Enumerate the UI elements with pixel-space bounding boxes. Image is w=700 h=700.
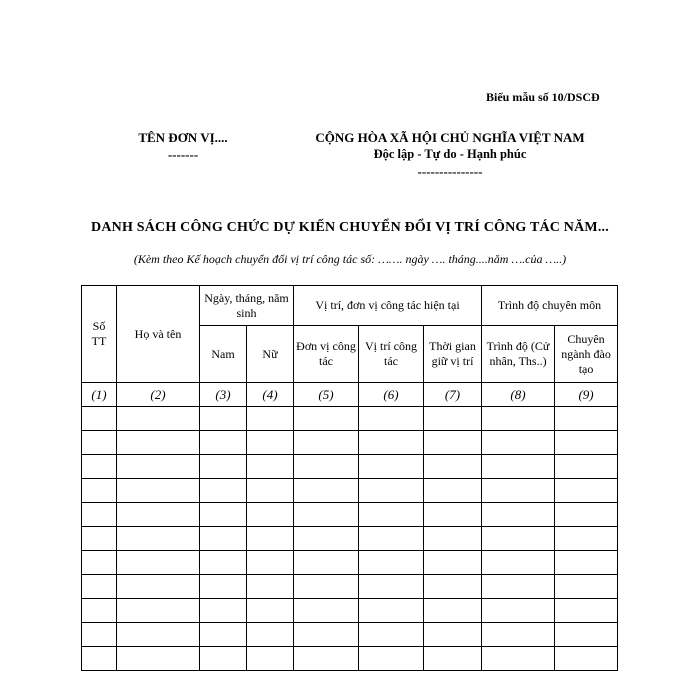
document-subtitle: (Kèm theo Kế hoạch chuyển đổi vị trí công tác số: ……. ngày …. tháng....năm ….của …..) xyxy=(133,252,567,266)
table-row xyxy=(82,431,618,455)
table-cell xyxy=(424,575,482,599)
table-cell xyxy=(117,551,200,575)
table-cell xyxy=(117,599,200,623)
table-cell xyxy=(117,431,200,455)
table-cell xyxy=(424,455,482,479)
table-row xyxy=(82,455,618,479)
table-cell xyxy=(200,503,247,527)
table-cell xyxy=(117,479,200,503)
header-stt-line1: Số xyxy=(92,319,106,333)
column-number: (1) xyxy=(82,383,117,407)
table-cell xyxy=(294,647,359,671)
table-cell xyxy=(247,407,294,431)
unit-underline: ------- xyxy=(167,147,199,162)
table-row xyxy=(82,527,618,551)
table-cell xyxy=(482,551,555,575)
header-female: Nữ xyxy=(247,326,294,383)
column-number: (7) xyxy=(424,383,482,407)
table-cell xyxy=(424,647,482,671)
table-cell xyxy=(482,455,555,479)
column-number: (3) xyxy=(200,383,247,407)
table-cell xyxy=(294,599,359,623)
table-cell xyxy=(117,503,200,527)
table-cell xyxy=(82,599,117,623)
table-cell xyxy=(482,407,555,431)
table-cell xyxy=(294,503,359,527)
table-cell xyxy=(555,623,618,647)
table-cell xyxy=(555,527,618,551)
table-cell xyxy=(82,575,117,599)
column-number: (9) xyxy=(555,383,618,407)
table-cell xyxy=(424,599,482,623)
table-cell xyxy=(294,455,359,479)
table-cell xyxy=(200,479,247,503)
table-cell xyxy=(359,527,424,551)
table-cell xyxy=(359,647,424,671)
table-cell xyxy=(555,599,618,623)
header-duration: Thời gian giữ vị trí xyxy=(424,326,482,383)
table-cell xyxy=(424,623,482,647)
table-cell xyxy=(424,527,482,551)
table-cell xyxy=(200,551,247,575)
table-cell xyxy=(247,455,294,479)
table-cell xyxy=(200,455,247,479)
table-cell xyxy=(247,527,294,551)
table-cell xyxy=(424,551,482,575)
table-cell xyxy=(200,623,247,647)
header-position-group: Vị trí, đơn vị công tác hiện tại xyxy=(294,286,482,326)
table-cell xyxy=(82,479,117,503)
table-cell xyxy=(359,575,424,599)
table-cell xyxy=(247,575,294,599)
staff-list-table xyxy=(81,285,618,671)
table-cell xyxy=(294,623,359,647)
table-cell xyxy=(117,623,200,647)
table-cell xyxy=(200,407,247,431)
table-cell xyxy=(482,575,555,599)
table-cell xyxy=(294,407,359,431)
table-cell xyxy=(359,599,424,623)
column-number: (4) xyxy=(247,383,294,407)
table-cell xyxy=(247,647,294,671)
table-cell xyxy=(247,599,294,623)
table-cell xyxy=(82,431,117,455)
header-stt-line2: TT xyxy=(91,334,107,348)
table-cell xyxy=(482,479,555,503)
table-cell xyxy=(200,647,247,671)
table-cell xyxy=(359,623,424,647)
table-cell xyxy=(294,575,359,599)
table-cell xyxy=(200,527,247,551)
header-major: Chuyên ngành đào tạo xyxy=(555,326,618,383)
table-cell xyxy=(200,431,247,455)
table-cell xyxy=(482,599,555,623)
table-cell xyxy=(247,551,294,575)
table-cell xyxy=(247,479,294,503)
unit-header xyxy=(118,129,248,163)
header-row-1 xyxy=(82,286,618,326)
header-unit: Đơn vị công tác xyxy=(294,326,359,383)
table-cell xyxy=(555,575,618,599)
column-number-row xyxy=(82,383,618,407)
table-cell xyxy=(359,503,424,527)
table-cell xyxy=(82,455,117,479)
table-cell xyxy=(294,551,359,575)
document-title: DANH SÁCH CÔNG CHỨC DỰ KIẾN CHUYỂN ĐỔI VỊ TRÍ CÔNG TÁC NĂM... xyxy=(91,220,609,235)
table-cell xyxy=(482,431,555,455)
table-cell xyxy=(200,575,247,599)
table-row xyxy=(82,647,618,671)
header-qualification-group: Trình độ chuyên môn xyxy=(482,286,618,326)
column-number: (8) xyxy=(482,383,555,407)
table-cell xyxy=(482,623,555,647)
table-body xyxy=(82,407,618,671)
nation-underline: --------------- xyxy=(417,164,483,179)
nation-motto: Độc lập - Tự do - Hạnh phúc xyxy=(373,147,527,161)
nation-name: CỘNG HÒA XÃ HỘI CHỦ NGHĨA VIỆT NAM xyxy=(315,130,585,145)
header-position: Vị trí công tác xyxy=(359,326,424,383)
table-cell xyxy=(294,527,359,551)
form-number: Biểu mẫu số 10/DSCĐ xyxy=(486,90,600,104)
table-cell xyxy=(117,455,200,479)
table-cell xyxy=(555,431,618,455)
header-male: Nam xyxy=(200,326,247,383)
column-number: (2) xyxy=(117,383,200,407)
table-cell xyxy=(247,431,294,455)
table-cell xyxy=(359,479,424,503)
header-level: Trình độ (Cử nhân, Ths..) xyxy=(482,326,555,383)
table-cell xyxy=(82,407,117,431)
table-cell xyxy=(424,503,482,527)
table-cell xyxy=(482,503,555,527)
table-row xyxy=(82,575,618,599)
table-row xyxy=(82,503,618,527)
table-row xyxy=(82,551,618,575)
column-number: (5) xyxy=(294,383,359,407)
table-cell xyxy=(117,527,200,551)
column-number: (6) xyxy=(359,383,424,407)
table-cell xyxy=(247,503,294,527)
table-cell xyxy=(82,623,117,647)
header-name: Họ và tên xyxy=(117,286,200,383)
table-cell xyxy=(359,431,424,455)
table-cell xyxy=(424,431,482,455)
unit-name: TÊN ĐƠN VỊ.... xyxy=(138,130,228,145)
national-header xyxy=(290,129,610,180)
table-cell xyxy=(555,455,618,479)
header-stt xyxy=(82,286,117,383)
table-cell xyxy=(117,407,200,431)
table-cell xyxy=(555,551,618,575)
table-cell xyxy=(82,551,117,575)
table-cell xyxy=(555,407,618,431)
table-row xyxy=(82,623,618,647)
table-cell xyxy=(555,647,618,671)
table-cell xyxy=(117,575,200,599)
table-cell xyxy=(82,527,117,551)
table-cell xyxy=(424,479,482,503)
header-dob: Ngày, tháng, năm sinh xyxy=(200,286,294,326)
table-row xyxy=(82,599,618,623)
table-row xyxy=(82,407,618,431)
table-cell xyxy=(555,479,618,503)
table-cell xyxy=(555,503,618,527)
table-cell xyxy=(359,455,424,479)
table-cell xyxy=(482,647,555,671)
table-cell xyxy=(117,647,200,671)
table-cell xyxy=(294,431,359,455)
table-cell xyxy=(247,623,294,647)
table-cell xyxy=(359,407,424,431)
table-cell xyxy=(200,599,247,623)
table-row xyxy=(82,479,618,503)
table-cell xyxy=(424,407,482,431)
table-cell xyxy=(82,647,117,671)
table-cell xyxy=(482,527,555,551)
table-cell xyxy=(294,479,359,503)
table-cell xyxy=(82,503,117,527)
table-cell xyxy=(359,551,424,575)
